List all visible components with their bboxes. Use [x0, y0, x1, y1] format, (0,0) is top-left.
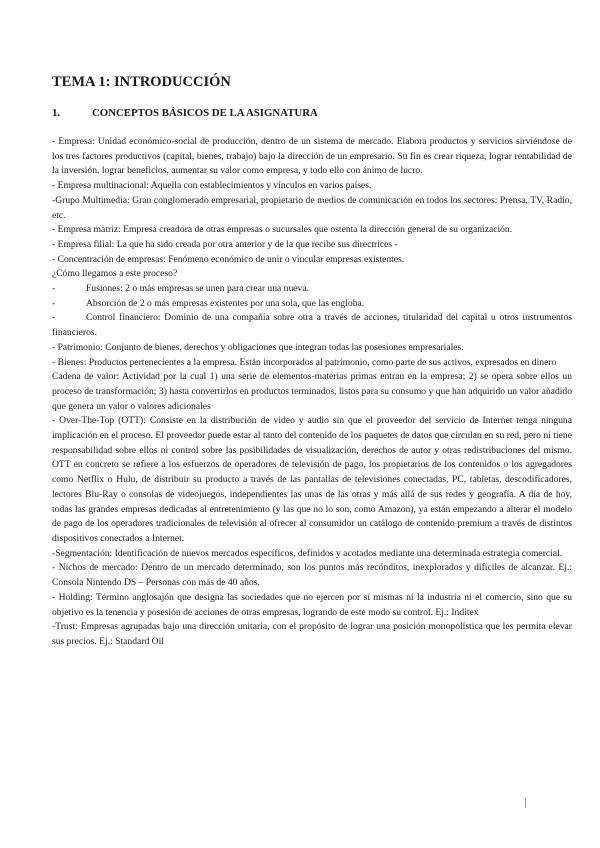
section-number: 1. [52, 107, 61, 119]
paragraph-bienes: - Bienes: Productos pertenecientes a la empresa. Están incorporados al patrimonio, como parte de sus activos, expresados en dinero [52, 356, 557, 368]
paragraph-nichos: - Nichos de mercado: Dentro de un mercado determinado, son los puntos más recónditos, inexplorados y difíciles de alcanzar. Ej.: Consola Nintendo DS – Personas con más de 40 años. [52, 562, 572, 589]
paragraph-empresa-matriz: - Empresa matriz: Empresa creadora de otras empresas o sucursales que ostenta la dirección general de su organización. [52, 224, 513, 236]
paragraph-empresa: - Empresa: Unidad económico-social de producción, dentro de un sistema de mercado. Elabora productos y servicios sirviéndose de los tres factores productivos (capital, bienes, trabajo) bajo la dirección de un empresario. Su fin es crear riqueza, lograr rentabilidad de la inversión, lograr beneficios, aumentar su valor como empresa, y todo ello con ánimo de lucro. [52, 136, 572, 177]
paragraph-grupo-multimedia: -Grupo Multimedia: Gran conglomerado empresarial, propietario de medios de comunicación en todos los sectores: Prensa, TV, Radio, etc. [52, 194, 572, 221]
paragraph-cadena-valor: Cadena de valor: Actividad por la cual 1) una serie de elementos-materias primas entran en la empresa; 2) se opera sobre ellos un proceso de transformación; 3) hasta convertirlos en productos terminados, listos para su consumo y que han adquirido un valor añadido que genera un valor o valores adicionales [52, 371, 572, 412]
bullet-dash: - [52, 312, 56, 324]
paragraph-multinacional: - Empresa multinacional: Aquella con establecimientos y vínculos en varios países. [52, 180, 372, 192]
bullet-dash: - [52, 283, 56, 295]
paragraph-patrimonio: - Patrimonio: Conjunto de bienes, derechos y obligaciones que integran todas las posesiones empresariales. [52, 341, 464, 353]
list-item [52, 282, 572, 297]
paragraph-holding: - Holding: Término anglosajón que designa las sociedades que no ejercen por sí mismas ni la industria ni el comercio, sino que su objetivo es la tenencia y posesión de acciones de otras empresas, logrando de este modo su control. Ej.: Inditex [52, 591, 572, 618]
bullet-dash: - [52, 297, 56, 309]
paragraph-ott: - Over-The-Top (OTT): Consiste en la distribución de video y audio sin que el proveedor del servicio de Internet tenga ninguna implicación en el proceso. El proveedor puede estar al tanto del contenido de los paquetes de datos que circulan en su red, pero ni tiene responsabilidad sobre ellos ni control sobre las posibilidades de visualización, derechos de autor y otras redistribuciones del mismo. OTT en concreto se refiere a los esfuerzos de operadores de televisión de pago, los propietarios de los contenidos o los agregadores como Netflix o Hulu, de distribuir su producto a través de las pantallas de televisiones conectadas, PC, tabletas, descodificadores, lectores Blu-Ray o consolas de videojuegos, independientes las unas de las otras y más allá de sus redes y geografía. A día de hoy, todas las grandes empresas dedicadas al entretenimiento (y las que no lo son, como Amazon), ya están empezando a alterar el modelo de pago de los operadores tradicionales de televisión al ofrecer al consumidor un catálogo de contenido premium a través de distintos dispositivos conectados a Internet. [52, 415, 572, 544]
list-item [52, 311, 572, 340]
section-title: CONCEPTOS BÁSICOS DE LA ASIGNATURA [92, 107, 318, 119]
page-number-mark [525, 798, 526, 808]
paragraph-empresa-filial: - Empresa filial: La que ha sido creada por otra anterior y de la que recibe sus directrices - [52, 238, 398, 250]
document-body [52, 135, 572, 650]
paragraph-trust: -Trust: Empresas agrupadas bajo una dirección unitaria, con el propósito de lograr una posición monopolística que les permita elevar sus precios. Ej.: Standard Oil [52, 621, 572, 647]
section-heading [52, 107, 572, 119]
page-title: TEMA 1: INTRODUCCIÓN [52, 74, 231, 90]
paragraph-concentracion: - Concentración de empresas: Fenómeno económico de unir o vincular empresas existentes. [52, 253, 405, 265]
bullet-absorcion: Absorción de 2 o más empresas existentes por una sola, que las engloba. [86, 297, 365, 309]
list-item [52, 297, 572, 312]
paragraph-question: ¿Cómo llegamos a este proceso? [52, 268, 178, 280]
bullet-fusiones: Fusiones: 2 o más empresas se unen para crear una nueva. [86, 283, 309, 295]
bullet-control: Control financiero: Dominio de una compañía sobre otra a través de acciones, titularidad del capital u otros instrumentos financieros. [52, 312, 572, 339]
paragraph-segmentacion: -Segmentación: Identificación de nuevos mercados específicos, definidos y acotados mediante una determinada estrategia comercial. [52, 547, 563, 559]
